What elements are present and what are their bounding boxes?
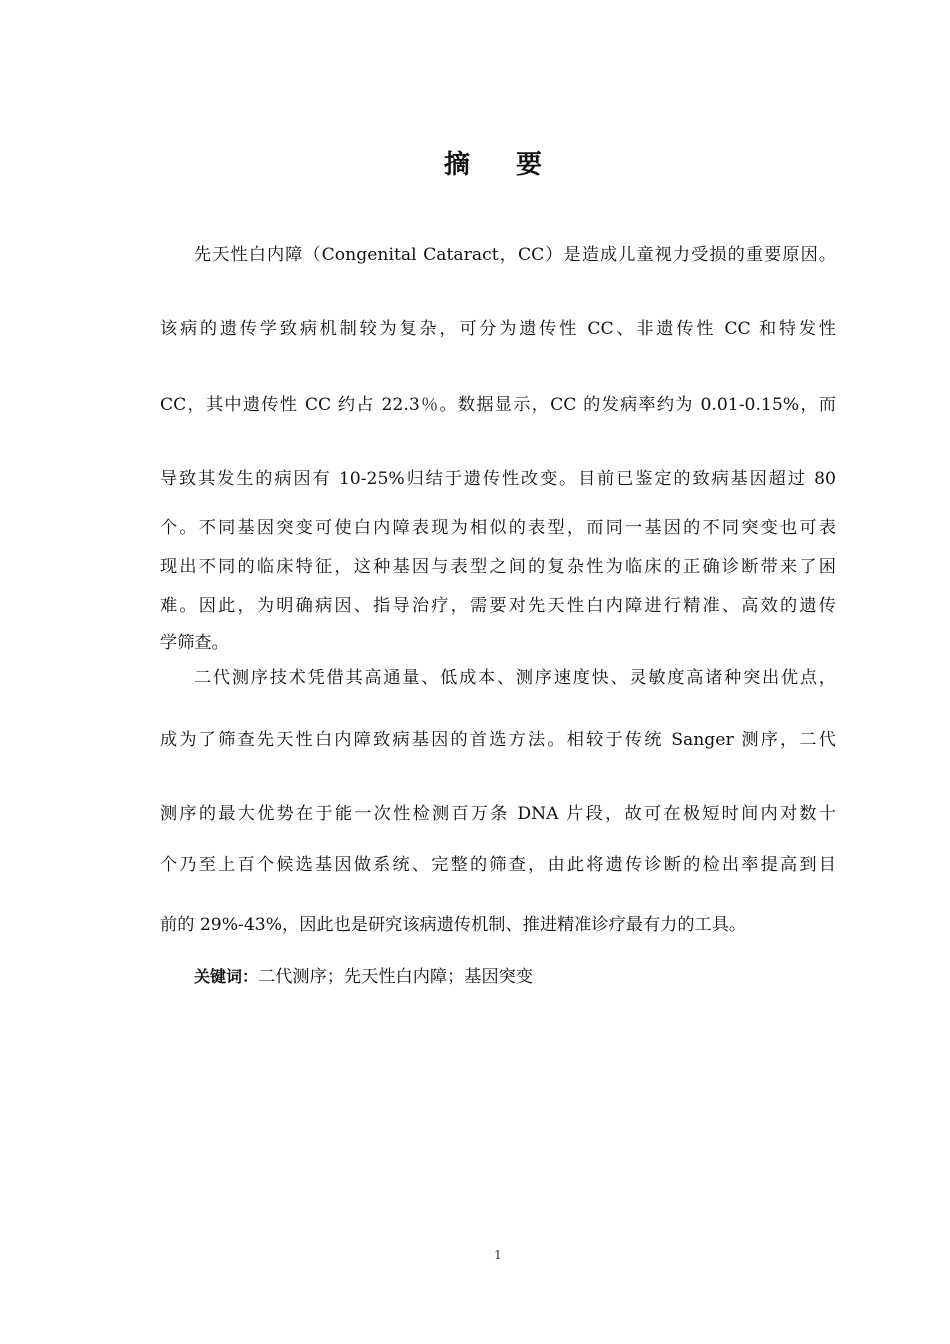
abstract-line: 个乃至上百个候选基因做系统、完整的筛查，由此将遗传诊断的检出率提高到目 bbox=[160, 855, 836, 875]
abstract-line: 个。不同基因突变可使白内障表现为相似的表型，而同一基因的不同突变也可表 bbox=[160, 518, 836, 538]
abstract-line: 该病的遗传学致病机制较为复杂，可分为遗传性 CC、非遗传性 CC 和特发性 bbox=[160, 319, 836, 339]
abstract-line: 前的 29%-43%，因此也是研究该病遗传机制、推进精准诊疗最有力的工具。 bbox=[160, 915, 747, 935]
abstract-line: 导致其发生的病因有 10-25%归结于遗传性改变。目前已鉴定的致病基因超过 80 bbox=[160, 469, 836, 489]
abstract-line: 二代测序技术凭借其高通量、低成本、测序速度快、灵敏度高诸种突出优点， bbox=[194, 668, 836, 688]
abstract-line: 先天性白内障（Congenital Cataract，CC）是造成儿童视力受损的重要原因。 bbox=[194, 245, 836, 265]
page-title: 摘 要 bbox=[443, 150, 552, 180]
keywords bbox=[194, 965, 836, 989]
keywords-text: 二代测序；先天性白内障；基因突变 bbox=[258, 967, 534, 987]
abstract-line: 难。因此，为明确病因、指导治疗，需要对先天性白内障进行精准、高效的遗传 bbox=[160, 596, 836, 616]
abstract-line: 测序的最大优势在于能一次性检测百万条 DNA 片段，故可在极短时间内对数十 bbox=[160, 804, 836, 824]
keywords-label: 关键词： bbox=[194, 967, 259, 986]
abstract-line: 成为了筛查先天性白内障致病基因的首选方法。相较于传统 Sanger 测序，二代 bbox=[160, 730, 836, 750]
abstract-line: CC，其中遗传性 CC 约占 22.3％。数据显示，CC 的发病率约为 0.01-0.15%，而 bbox=[160, 395, 836, 415]
page-number: 1 bbox=[494, 1248, 502, 1262]
abstract-line: 现出不同的临床特征，这种基因与表型之间的复杂性为临床的正确诊断带来了困 bbox=[160, 557, 836, 577]
abstract-line: 学筛查。 bbox=[160, 633, 229, 653]
